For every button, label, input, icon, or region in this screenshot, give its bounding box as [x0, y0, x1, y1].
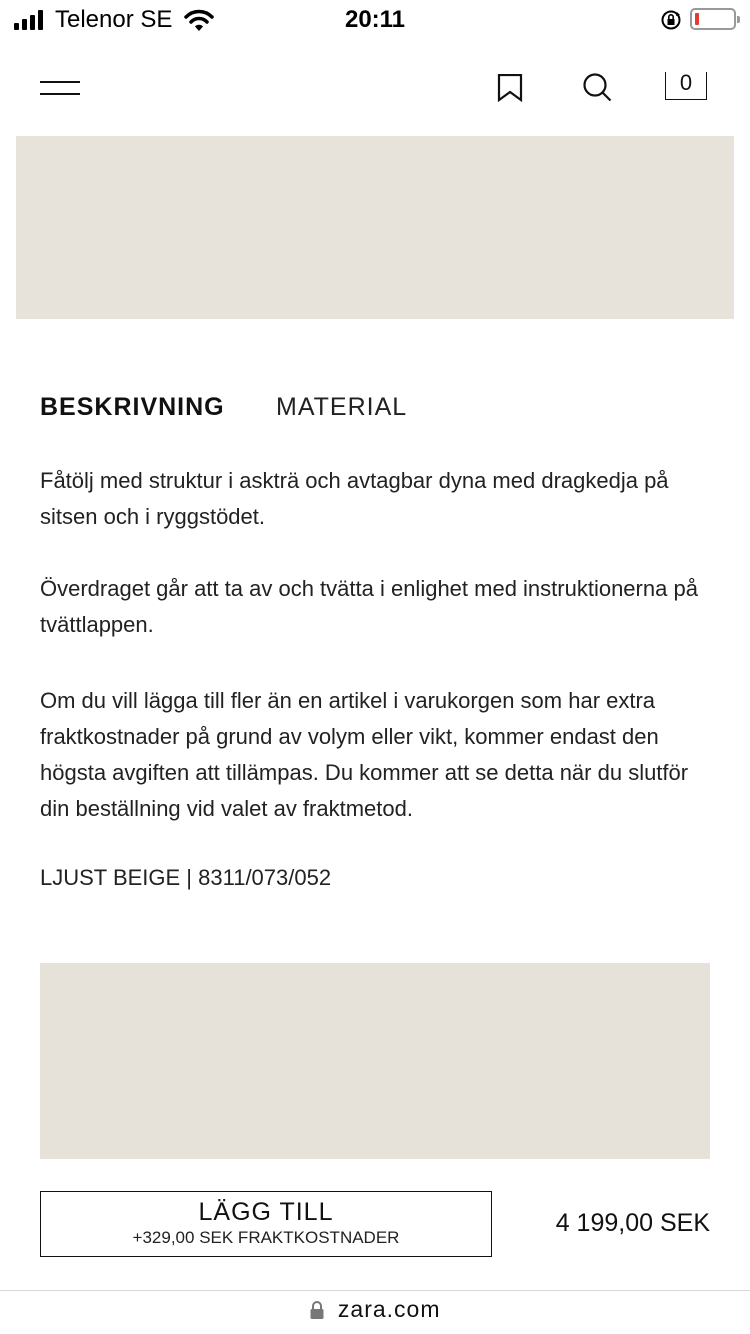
url-bar[interactable] [0, 1296, 750, 1330]
product-price: 4 199,00 SEK [555, 1209, 710, 1237]
bookmark-icon[interactable] [497, 74, 523, 102]
search-icon[interactable] [582, 72, 612, 102]
status-clock: 20:11 [344, 6, 406, 33]
lock-icon [309, 1300, 325, 1320]
description-paragraph: Fåtölj med struktur i askträ och avtagbar dyna med dragkedja på sitsen och i ryggstödet. [40, 468, 669, 529]
battery-icon [690, 8, 736, 30]
menu-icon[interactable] [40, 78, 80, 98]
rotation-lock-icon [660, 9, 682, 31]
shipping-cost-note: +329,00 SEK FRAKTKOSTNADER [132, 1228, 400, 1247]
product-image-secondary[interactable] [40, 963, 710, 1159]
add-to-cart-label: LÄGG TILL [198, 1198, 334, 1226]
product-image[interactable] [16, 136, 734, 319]
tab-description[interactable]: BESKRIVNING [40, 393, 225, 421]
url-domain: zara.com [337, 1296, 441, 1322]
description-paragraph: Överdraget går att ta av och tvätta i enlighet med instruktionerna på tvättlappen. [40, 576, 698, 637]
description-paragraph: Om du vill lägga till fler än en artikel i varukorgen som har extra fraktkostnader på grund av volym eller vikt, kommer endast den högsta avgiften att tillämpas. Du kommer att se detta när du slutför din beställning vid valet av fraktmetod. [40, 688, 689, 821]
tab-material[interactable]: MATERIAL [276, 393, 408, 421]
color-reference: LJUST BEIGE | 8311/073/052 [40, 865, 332, 890]
url-bar-divider [0, 1290, 750, 1291]
status-bar [0, 0, 750, 40]
cart-icon[interactable] [665, 72, 707, 102]
carrier-name: Telenor SE [55, 6, 173, 33]
add-to-cart-button[interactable] [40, 1191, 492, 1257]
cart-count: 0 [679, 70, 693, 95]
